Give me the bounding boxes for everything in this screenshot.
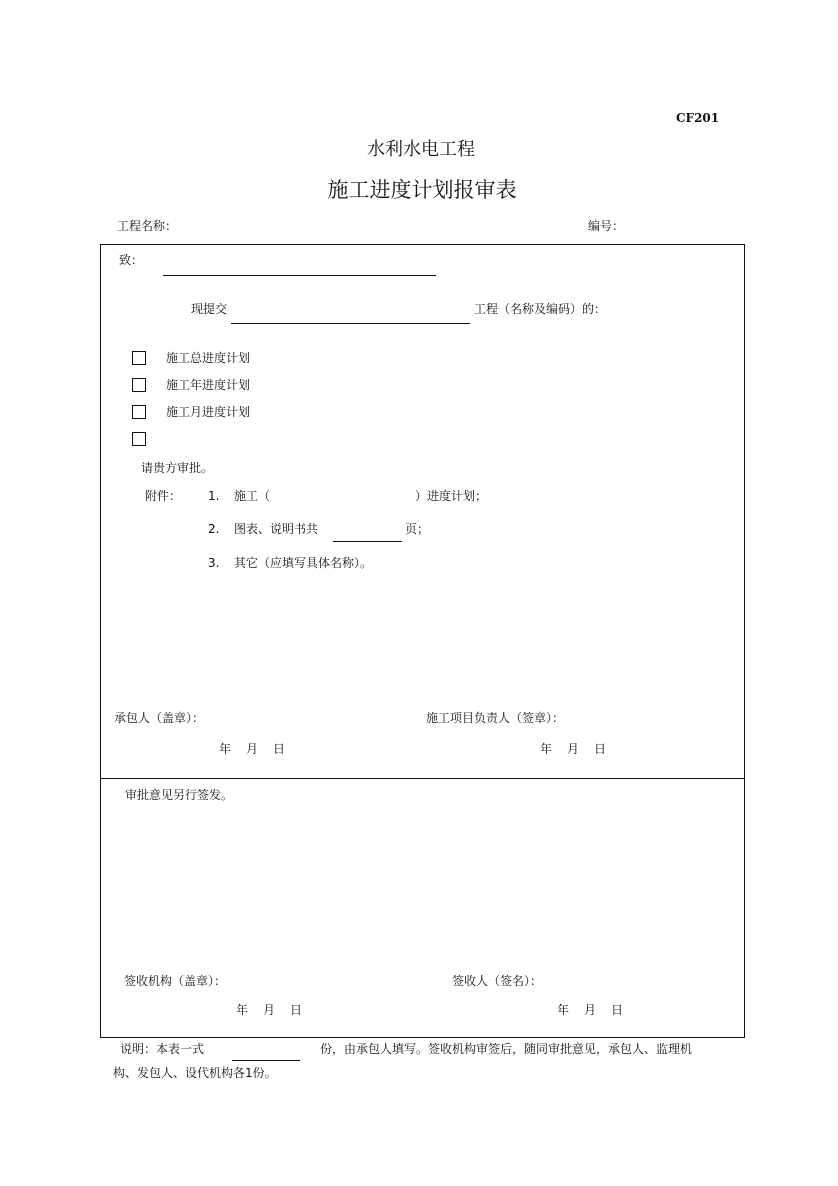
attachment-text: 页； xyxy=(405,522,430,536)
manager-label: 施工项目负责人（签章）： xyxy=(426,711,565,725)
receiver-org-label: 签收机构（盖章）： xyxy=(124,974,227,988)
checkbox-label: 施工年进度计划 xyxy=(166,378,251,392)
checkbox-label: 施工月进度计划 xyxy=(166,405,251,419)
checkbox-total-plan[interactable] xyxy=(132,351,146,365)
date-month: 月 xyxy=(584,1003,597,1017)
date-day: 日 xyxy=(611,1003,624,1017)
to-label: 致： xyxy=(119,253,144,267)
note-suffix: 份，由承包人填写。签收机构审签后，随同审批意见，承包人、监理机 xyxy=(320,1042,693,1056)
project-field[interactable] xyxy=(231,323,470,324)
attachments-label: 附件： xyxy=(145,489,182,503)
date-month: 月 xyxy=(567,742,580,756)
date-day: 日 xyxy=(594,742,607,756)
date-year: 年 xyxy=(557,1003,570,1017)
attachment-text: 其它（应填写具体名称）。 xyxy=(234,556,373,570)
project-name-label: 工程名称： xyxy=(117,219,178,233)
attachment-num: 1. xyxy=(208,489,220,503)
attachment-text: ）进度计划； xyxy=(415,489,488,503)
number-label: 编号： xyxy=(588,219,625,233)
attachment-text: 图表、说明书共 xyxy=(234,522,319,536)
attachment-num: 3. xyxy=(208,556,220,570)
note-line2: 构、发包人、设代机构各1份。 xyxy=(113,1066,277,1080)
attachment-num: 2. xyxy=(208,522,220,536)
copies-field[interactable] xyxy=(232,1060,300,1061)
receiver-label: 签收人（签名）： xyxy=(452,974,543,988)
pages-field[interactable] xyxy=(333,541,402,542)
title-line1: 水利水电工程 xyxy=(367,139,475,160)
opinion-text: 审批意见另行签发。 xyxy=(125,788,234,802)
checkbox-annual-plan[interactable] xyxy=(132,378,146,392)
date-month: 月 xyxy=(263,1003,276,1017)
contractor-label: 承包人（盖章）： xyxy=(114,711,205,725)
section-divider xyxy=(100,778,744,779)
date-year: 年 xyxy=(236,1003,249,1017)
page-title: 施工进度计划报审表 xyxy=(327,178,517,202)
checkbox-monthly-plan[interactable] xyxy=(132,405,146,419)
request-text: 请贵方审批。 xyxy=(141,461,214,475)
note-prefix: 说明：本表一式 xyxy=(120,1042,205,1056)
date-year: 年 xyxy=(219,742,232,756)
to-field[interactable] xyxy=(163,275,436,276)
checkbox-other[interactable] xyxy=(132,432,146,446)
date-year: 年 xyxy=(540,742,553,756)
date-day: 日 xyxy=(273,742,286,756)
date-day: 日 xyxy=(290,1003,303,1017)
form-code: CF201 xyxy=(676,111,720,125)
attachment-text: 施工（ xyxy=(234,489,271,503)
date-month: 月 xyxy=(246,742,259,756)
submit-prefix: 现提交 xyxy=(191,302,228,316)
submit-suffix: 工程（名称及编码）的： xyxy=(474,302,607,316)
checkbox-label: 施工总进度计划 xyxy=(166,351,251,365)
